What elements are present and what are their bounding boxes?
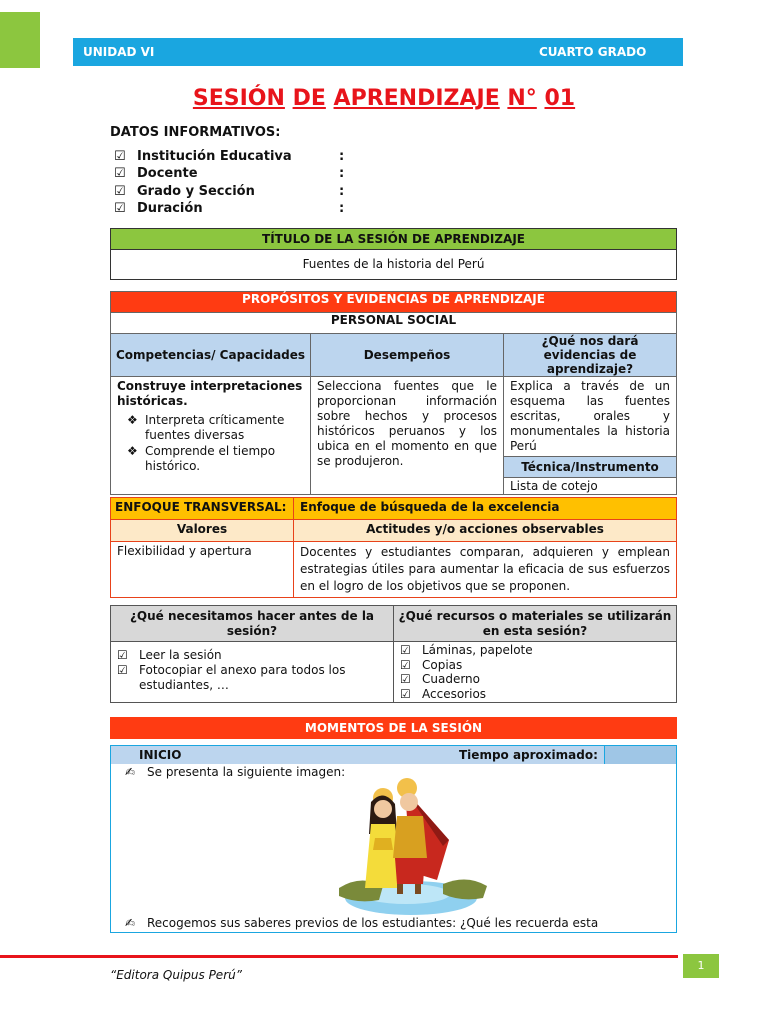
recursos-cell	[394, 642, 677, 703]
valor-cell: Flexibilidad y apertura	[111, 542, 294, 598]
title-word: N°	[507, 86, 537, 111]
recurso-item: ☑ Accesorios	[400, 686, 487, 701]
recurso-item: ☑ Cuaderno	[400, 672, 481, 686]
inicio-section	[110, 745, 677, 933]
antes-item: ☑ Fotocopiar el anexo para todos los estudiantes, …	[117, 663, 346, 692]
page-title	[0, 86, 768, 111]
momentos-header: MOMENTOS DE LA SESIÓN	[110, 717, 677, 739]
enfoque-value: Enfoque de búsqueda de la excelencia	[294, 498, 677, 520]
competencia-text: Construye interpretaciones históricas.	[117, 379, 303, 408]
checkbox-checked-icon: ☑	[117, 663, 128, 677]
datos-item: ☑ Docente :	[114, 166, 345, 182]
checkbox-checked-icon: ☑	[400, 686, 411, 701]
grade-label: CUARTO GRADO	[539, 45, 647, 59]
preparacion-q2: ¿Qué recursos o materiales se utilizarán en esta sesión?	[394, 606, 677, 642]
datos-item: ☑ Duración :	[114, 201, 345, 217]
col-desempenos: Desempeños	[311, 334, 504, 377]
area-label: PERSONAL SOCIAL	[111, 313, 677, 334]
inicio-line: ✍ Recogemos sus saberes previos de los estudiantes: ¿Qué les recuerda esta	[125, 916, 599, 930]
propositos-header: PROPÓSITOS Y EVIDENCIAS DE APRENDIZAJE	[111, 292, 677, 313]
inicio-label: INICIO	[139, 748, 182, 762]
checkbox-checked-icon: ☑	[400, 657, 411, 672]
titulo-value: Fuentes de la historia del Perú	[302, 257, 485, 271]
recurso-item: ☑ Láminas, papelote	[400, 643, 533, 657]
title-word: APRENDIZAJE	[333, 86, 500, 111]
datos-item: ☑ Grado y Sección :	[114, 183, 345, 199]
col-actitudes: Actitudes y/o acciones observables	[294, 520, 677, 542]
antes-cell	[111, 642, 394, 703]
antes-item: ☑ Leer la sesión	[117, 648, 222, 662]
inicio-line: ✍ Se presenta la siguiente imagen:	[125, 765, 346, 779]
unit-label: UNIDAD VI	[83, 45, 155, 59]
recurso-item: ☑ Copias	[400, 657, 463, 672]
checkbox-checked-icon: ☑	[400, 643, 411, 657]
page-number: 1	[683, 954, 719, 978]
preparacion-table	[110, 605, 677, 703]
enfoque-table	[110, 497, 677, 598]
publisher-credit: “Editora Quipus Perú”	[110, 968, 242, 982]
checkbox-checked-icon: ☑	[114, 201, 126, 217]
title-word: 01	[544, 86, 576, 111]
title-word: SESIÓN	[192, 86, 285, 111]
title-word: DE	[292, 86, 326, 111]
checkbox-checked-icon: ☑	[114, 166, 126, 182]
col-competencias: Competencias/ Capacidades	[111, 334, 311, 377]
col-valores: Valores	[111, 520, 294, 542]
titulo-header: TÍTULO DE LA SESIÓN DE APRENDIZAJE	[111, 229, 676, 250]
datos-item: ☑ Institución Educativa :	[114, 149, 345, 165]
green-corner-tab	[0, 12, 40, 68]
tiempo-value-box	[604, 746, 676, 764]
desempeno-cell: Selecciona fuentes que le proporcionan información sobre hechos y procesos históricos peruanos y los ubica en el momento en que se produjeron.	[311, 377, 504, 495]
checkbox-checked-icon: ☑	[114, 183, 126, 199]
checkbox-checked-icon: ☑	[114, 149, 126, 165]
tecnica-label: Técnica/Instrumento	[504, 457, 677, 478]
diamond-bullet-icon: ❖	[127, 444, 138, 458]
enfoque-label: ENFOQUE TRANSVERSAL:	[111, 498, 294, 520]
inca-couple-illustration	[331, 776, 491, 918]
checkbox-checked-icon: ☑	[400, 672, 411, 686]
capacidad-item: ❖ Comprende el tiempo histórico.	[117, 444, 304, 474]
tiempo-label: Tiempo aproximado:	[459, 748, 598, 762]
actitud-cell: Docentes y estudiantes comparan, adquieren y emplean estrategias útiles para aumentar la eficacia de sus esfuerzos en el logro de los objetivos que se proponen.	[294, 542, 677, 598]
footer-divider	[0, 955, 678, 958]
preparacion-q1: ¿Qué necesitamos hacer antes de la sesión?	[111, 606, 394, 642]
diamond-bullet-icon: ❖	[127, 413, 138, 427]
inicio-header	[111, 746, 676, 764]
header-bar	[73, 38, 683, 66]
evidencia-cell: Explica a través de un esquema las fuentes escritas, orales y monumentales la historia Perú	[504, 377, 677, 457]
titulo-table	[110, 228, 677, 280]
propositos-table	[110, 291, 677, 495]
datos-heading: DATOS INFORMATIVOS:	[110, 125, 281, 140]
competencia-cell	[111, 377, 311, 495]
tecnica-value: Lista de cotejo	[504, 478, 677, 495]
checkbox-checked-icon: ☑	[117, 648, 128, 662]
col-evidencias: ¿Qué nos dará evidencias de aprendizaje?	[504, 334, 677, 377]
pen-bullet-icon: ✍	[125, 916, 136, 930]
capacidad-item: ❖ Interpreta críticamente fuentes diversas	[117, 413, 304, 443]
datos-list	[114, 148, 344, 217]
pen-bullet-icon: ✍	[125, 765, 136, 779]
